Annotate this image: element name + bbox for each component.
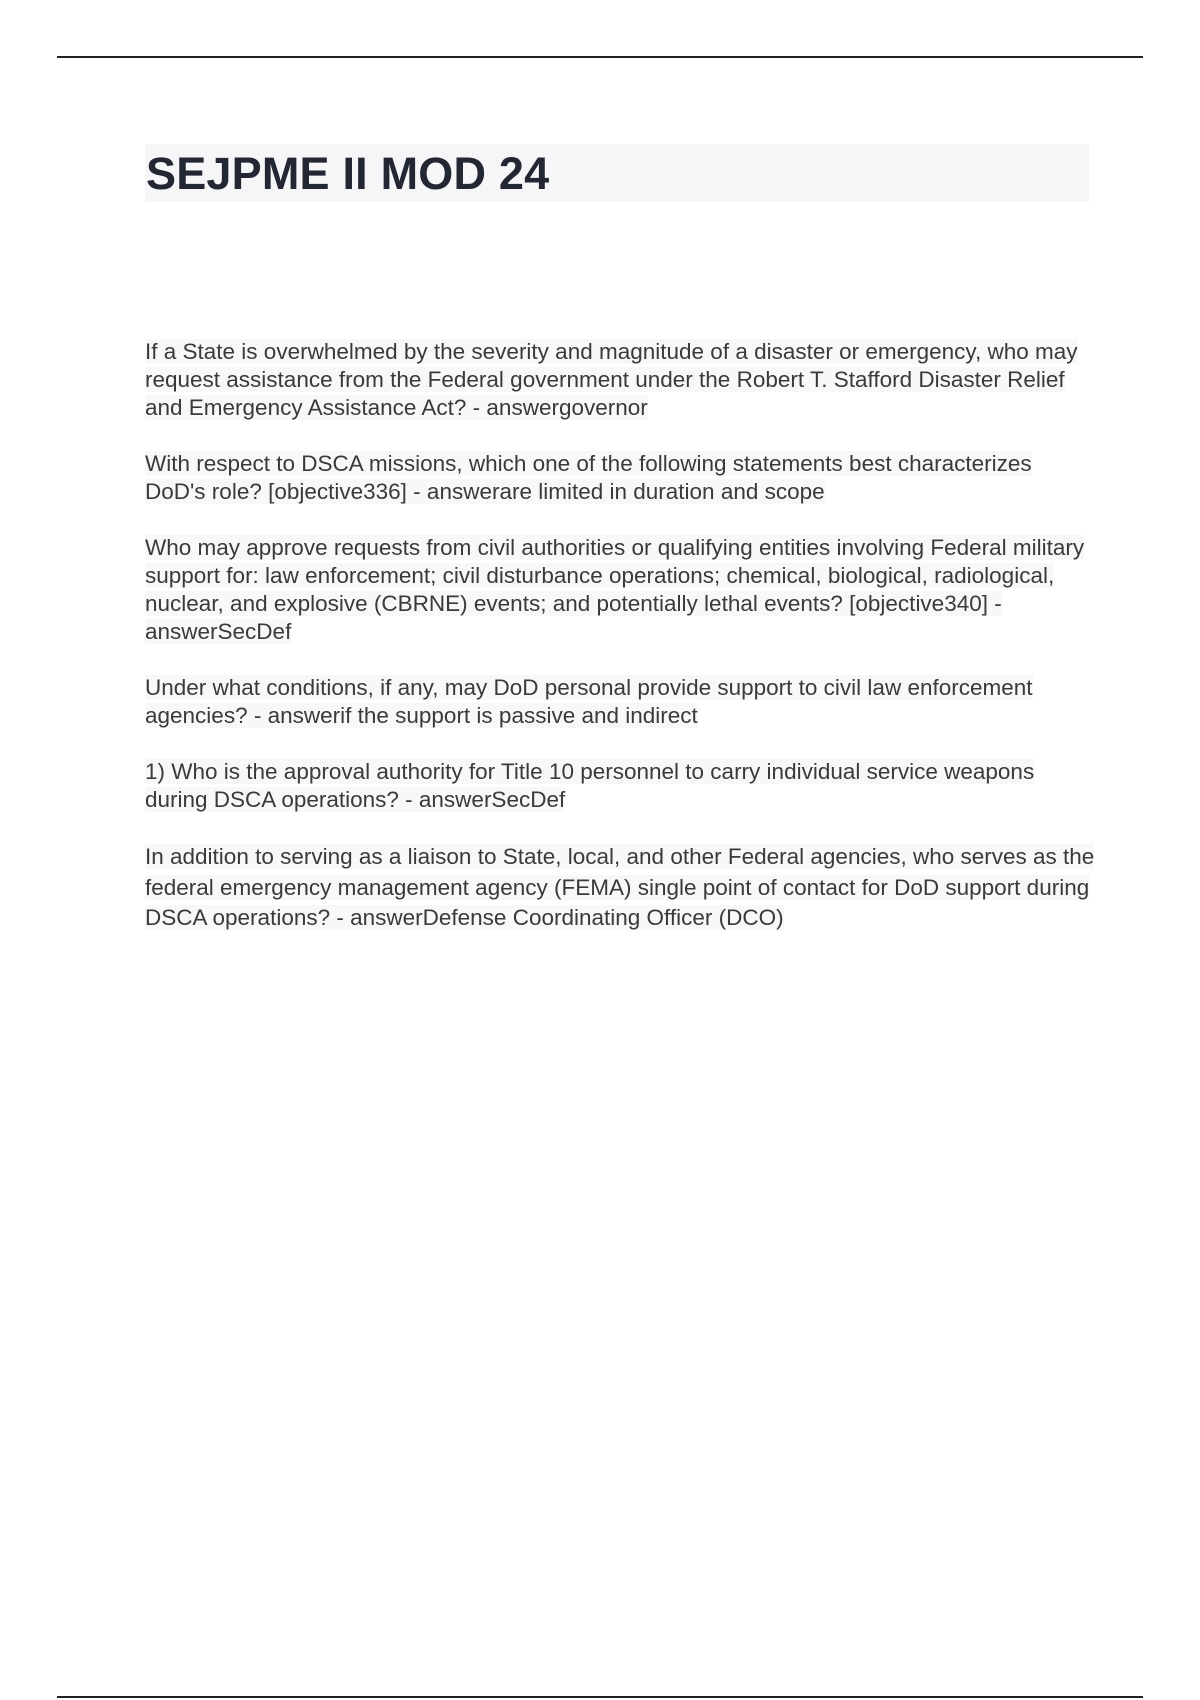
qa-item xyxy=(145,450,1095,506)
footer-rule xyxy=(57,1696,1143,1698)
qa-item xyxy=(145,534,1095,646)
qa-item-text: Who may approve requests from civil authorities or qualifying entities involving Federal military support for: law enforcement; civil disturbance operations; chemical, biological, radiological, nuclear, and explosive (CBRNE) events; and potentially lethal events? [objective340] - answerSecDef xyxy=(145,535,1085,644)
qa-item-text: If a State is overwhelmed by the severity and magnitude of a disaster or emergency, who may request assistance from the Federal government under the Robert T. Stafford Disaster Relief and Emergency Assistance Act? - answergovernor xyxy=(145,339,1078,420)
qa-item-text: In addition to serving as a liaison to State, local, and other Federal agencies, who serves as the federal emergency management agency (FEMA) single point of contact for DoD support during DSCA operations? - answerDefense Coordinating Officer (DCO) xyxy=(145,844,1095,930)
qa-item-text: Under what conditions, if any, may DoD personal provide support to civil law enforcement agencies? - answerif the support is passive and indirect xyxy=(145,675,1033,728)
qa-list xyxy=(145,338,1095,962)
page-title: SEJPME II MOD 24 xyxy=(146,148,550,199)
header-rule xyxy=(57,56,1143,58)
qa-item xyxy=(145,674,1095,730)
qa-item-text: With respect to DSCA missions, which one of the following statements best characterizes DoD's role? [objective336] - answerare limited in duration and scope xyxy=(145,451,1032,504)
qa-item xyxy=(145,758,1095,814)
qa-item xyxy=(145,338,1095,422)
qa-item xyxy=(145,842,1095,934)
qa-item-text: 1) Who is the approval authority for Title 10 personnel to carry individual service weapons during DSCA operations? - answerSecDef xyxy=(145,759,1035,812)
